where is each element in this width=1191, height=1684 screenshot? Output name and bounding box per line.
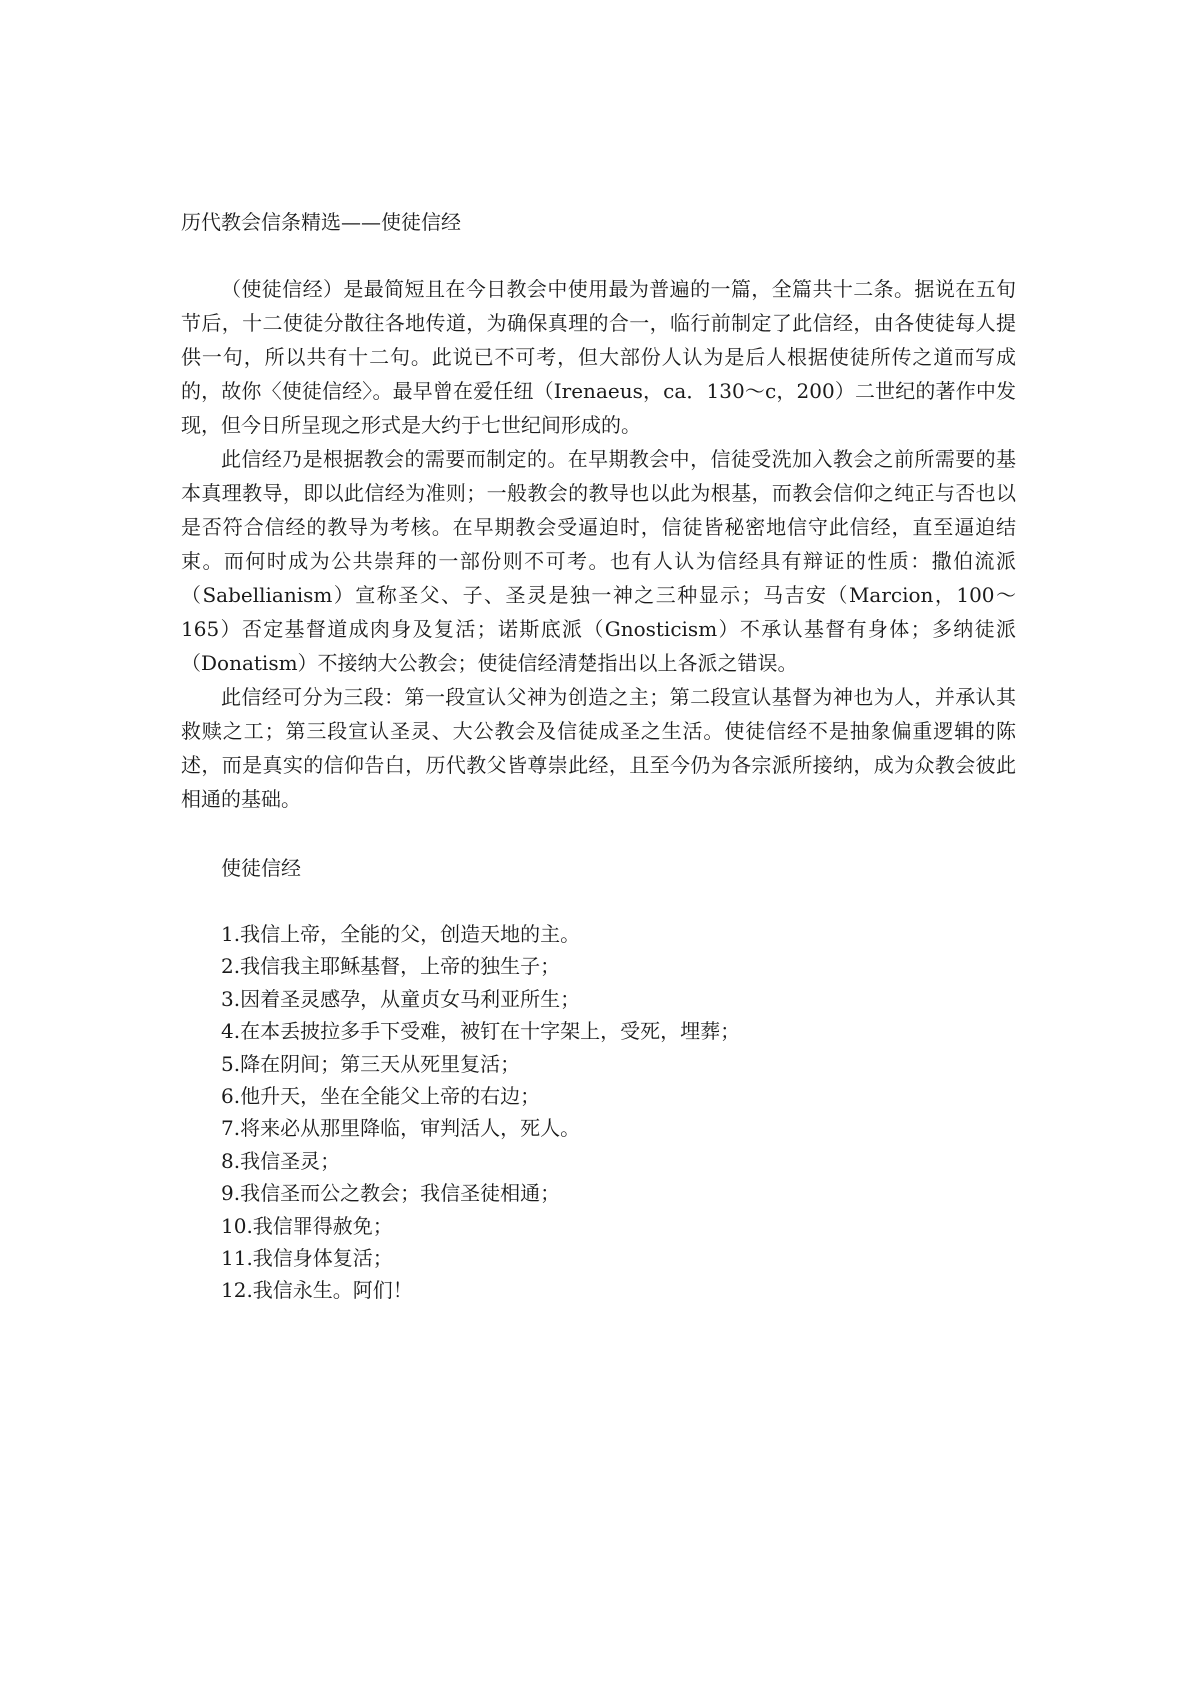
creed-item: 9.我信圣而公之教会；我信圣徒相通； — [221, 1181, 561, 1206]
document-title: 历代教会信条精选——使徒信经 — [181, 210, 461, 234]
creed-item: 8.我信圣灵； — [221, 1148, 341, 1173]
intro-paragraph: （使徒信经）是最简短且在今日教会中使用最为普遍的一篇，全篇共十二条。据说在五旬节后，十二使徒分散往各地传道，为确保真理的合一，临行前制定了此信经，由各使徒每人提供一句，所以共有十二句。此说已不可考，但大部份人认为是后人根据使徒所传之道而写成的，故你〈使徒信经〉。最早曾在爱任纽（Irenaeus，ca．130～c，200）二世纪的著作中发现，但今日所呈现之形式是大约于七世纪间形成的。 — [181, 277, 1016, 437]
intro-section — [181, 272, 1016, 816]
intro-paragraph: 此信经可分为三段：第一段宣认父神为创造之主；第二段宣认基督为神也为人，并承认其救赎之工；第三段宣认圣灵、大公教会及信徒成圣之生活。使徒信经不是抽象偏重逻辑的陈述，而是真实的信仰告白，历代教父皆尊崇此经，且至今仍为各宗派所接纳，成为众教会彼此相通的基础。 — [181, 685, 1016, 811]
creed-item: 4.在本丢披拉多手下受难，被钉在十字架上，受死，埋葬； — [221, 1019, 741, 1044]
creed-item: 5.降在阴间；第三天从死里复活； — [221, 1051, 521, 1076]
creed-title: 使徒信经 — [221, 856, 301, 880]
creed-item: 3.因着圣灵感孕，从童贞女马利亚所生； — [221, 986, 581, 1011]
document-page — [181, 208, 1016, 1307]
creed-item: 6.他升天，坐在全能父上帝的右边； — [221, 1084, 541, 1109]
creed-item: 7.将来必从那里降临，审判活人，死人。 — [221, 1116, 581, 1141]
creed-item: 2.我信我主耶稣基督，上帝的独生子； — [221, 954, 561, 979]
creed-list — [221, 918, 1016, 1307]
creed-item: 10.我信罪得赦免； — [221, 1213, 393, 1238]
creed-item: 1.我信上帝，全能的父，创造天地的主。 — [221, 922, 581, 946]
creed-item: 11.我信身体复活； — [221, 1246, 393, 1271]
intro-paragraph: 此信经乃是根据教会的需要而制定的。在早期教会中，信徒受洗加入教会之前所需要的基本真理教导，即以此信经为准则；一般教会的教导也以此为根基，而教会信仰之纯正与否也以是否符合信经的教导为考核。在早期教会受逼迫时，信徒皆秘密地信守此信经，直至逼迫结束。而何时成为公共崇拜的一部份则不可考。也有人认为信经具有辩证的性质：撒伯流派（Sabellianism）宣称圣父、子、圣灵是独一神之三种显示；马吉安（Marcion，100～165）否定基督道成肉身及复活；诺斯底派（Gnosticism）不承认基督有身体；多纳徒派（Donatism）不接纳大公教会；使徒信经清楚指出以上各派之错误。 — [181, 447, 1016, 675]
creed-item: 12.我信永生。阿们！ — [221, 1278, 413, 1303]
